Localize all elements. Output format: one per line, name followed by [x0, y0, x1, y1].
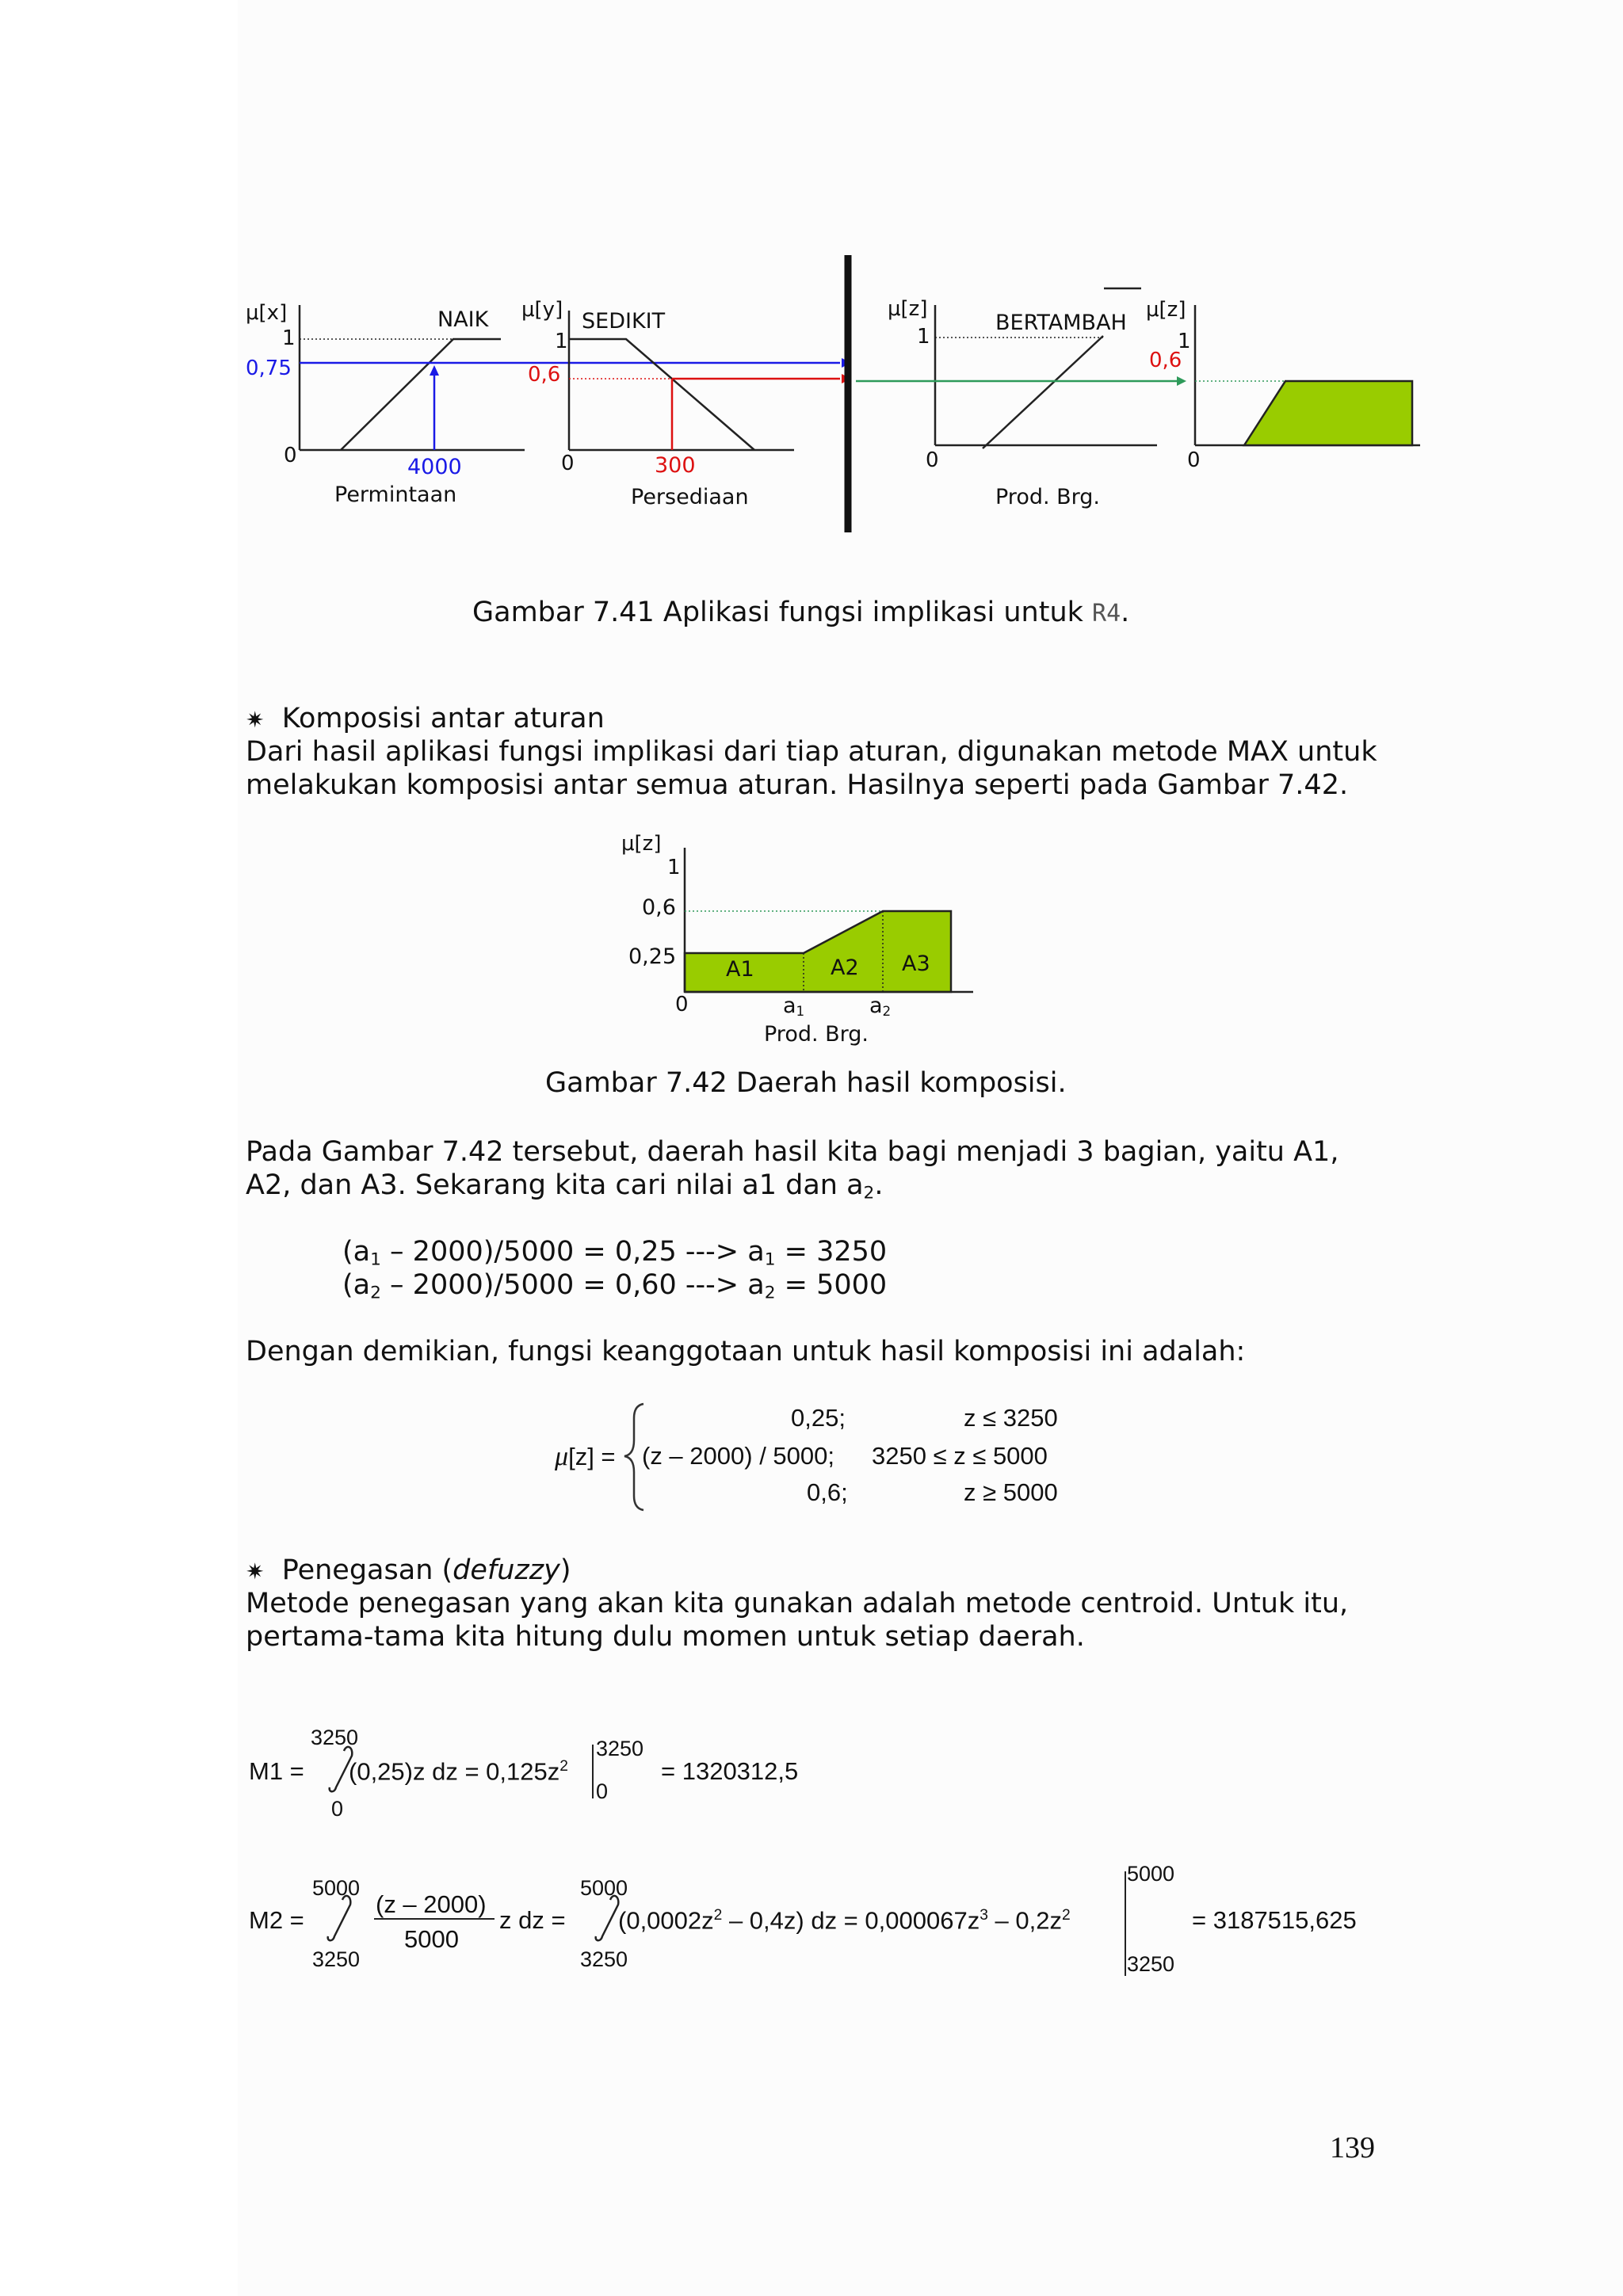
bertambah-mu-label: μ[z] — [888, 297, 928, 321]
regions-line-2: A2, dan A3. Sekarang kita cari nilai a1 dan $a_2$. — [246, 1169, 884, 1203]
sedikit-set-label: SEDIKIT — [582, 309, 666, 334]
komposisi-line-2: melakukan komposisi antar semua aturan. Hasilnya seperti pada Gambar 7.42. — [246, 769, 1349, 801]
naik-input-value: 4000 — [407, 455, 462, 479]
case-1-condition: z ≤ 3250 — [964, 1404, 1058, 1432]
figure-7-41-caption: Gambar 7.41 Aplikasi fungsi implikasi untuk R4. — [472, 597, 1130, 628]
naik-one-label: 1 — [282, 326, 296, 350]
bullet-icon: ✷ — [246, 707, 265, 733]
fig742-one-label: 1 — [667, 856, 681, 879]
fig742-axis-label: Prod. Brg. — [764, 1022, 869, 1047]
case-3-condition: z ≥ 5000 — [964, 1478, 1058, 1506]
section-penegasan-heading: ✷ Penegasan (defuzzy) — [246, 1554, 571, 1586]
m2-upper-limit-2: 5000 — [580, 1876, 628, 1900]
penegasan-line-2: pertama-tama kita hitung dulu momen untuk setiap daerah. — [246, 1621, 1085, 1653]
m2-integral-sign-1 — [328, 1896, 351, 1940]
case-2-condition: 3250 ≤ z ≤ 5000 — [872, 1442, 1048, 1470]
m1-eval-lower: 0 — [596, 1779, 609, 1803]
fig742-high-label: 0,6 — [642, 895, 676, 920]
region-a3-label: A3 — [902, 952, 930, 976]
penegasan-line-1: Metode penegasan yang akan kita gunakan adalah metode centroid. Untuk itu, — [246, 1588, 1349, 1619]
m1-upper-limit: 3250 — [311, 1726, 359, 1749]
m1-eval-upper: 3250 — [596, 1737, 644, 1760]
figure-7-42-caption: Gambar 7.42 Daerah hasil komposisi. — [545, 1067, 1067, 1099]
case-3-value: 0,6; — [807, 1478, 848, 1506]
m2-eval-lower: 3250 — [1127, 1952, 1175, 1976]
m1-result: = 1320312,5 — [661, 1757, 799, 1785]
m2-result: = 3187515,625 — [1192, 1906, 1357, 1934]
bertambah-one-label: 1 — [917, 325, 930, 349]
naik-set-label: NAIK — [437, 307, 489, 332]
m2-integrand-2: $(0,0002z^2 - 0,4z)$ dz = $0,000067z^3 - 0,2z^2$ — [618, 1906, 1071, 1935]
result-alpha-label: 0,6 — [1149, 349, 1182, 372]
sedikit-one-label: 1 — [555, 330, 568, 353]
m1-lower-limit: 0 — [331, 1797, 344, 1821]
regions-line-1: Pada Gambar 7.42 tersebut, daerah hasil kita bagi menjadi 3 bagian, yaitu A1, — [246, 1136, 1339, 1168]
m2-upper-limit-1: 5000 — [312, 1876, 361, 1900]
komposisi-line-1: Dari hasil aplikasi fungsi implikasi dari tiap aturan, digunakan metode MAX untuk — [246, 736, 1377, 768]
sedikit-axis-label: Persediaan — [631, 485, 749, 509]
region-a1-label: A1 — [726, 957, 754, 982]
bertambah-axis-label: Prod. Brg. — [995, 485, 1101, 509]
fig742-low-label: 0,25 — [628, 944, 677, 969]
m2-eval-upper: 5000 — [1127, 1862, 1175, 1886]
region-a2-label: A2 — [831, 955, 859, 980]
fig742-zero-label: 0 — [675, 993, 689, 1016]
m2-numerator: (z – 2000) — [376, 1890, 487, 1918]
sedikit-zero-label: 0 — [561, 452, 575, 475]
m1-integrand: (0,25)z dz = $0,125z^2$ — [349, 1757, 568, 1786]
naik-zero-label: 0 — [284, 444, 297, 467]
membership-paragraph: Dengan demikian, fungsi keanggotaan untuk hasil komposisi ini adalah: — [246, 1336, 1246, 1367]
result-one-label: 1 — [1178, 330, 1191, 353]
fig742-a2-label: $a_2$ — [869, 994, 892, 1020]
naik-mu-label: μ[x] — [246, 301, 288, 325]
fig742-mu-label: μ[z] — [621, 832, 662, 856]
sedikit-input-value: 300 — [655, 453, 696, 478]
result-mu-label: μ[z] — [1146, 298, 1186, 322]
case-1-value: 0,25; — [791, 1404, 846, 1432]
bertambah-set-label: BERTAMBAH — [995, 311, 1127, 335]
bullet-icon: ✷ — [246, 1558, 265, 1585]
equation-a2: $(a_2 - 2000)/5000 = 0,60$ ---> $a_2 = 5000$ — [342, 1269, 888, 1303]
fig742-a1-label: $a_1$ — [783, 994, 805, 1020]
m2-after-fraction: z dz = — [499, 1906, 566, 1934]
m2-lhs: M2 = — [249, 1906, 304, 1934]
naik-alpha-label: 0,75 — [246, 357, 292, 380]
naik-axis-label: Permintaan — [334, 482, 457, 507]
result-zero-label: 0 — [1187, 448, 1201, 472]
membership-lhs: μ[z] = — [555, 1442, 616, 1471]
equation-a1: $(a_1 - 2000)/5000 = 0,25$ ---> $a_1 = 3250$ — [342, 1236, 888, 1270]
section-komposisi-heading: ✷ Komposisi antar aturan — [246, 703, 605, 734]
sedikit-mu-label: μ[y] — [521, 298, 563, 322]
case-2-value: (z – 2000) / 5000; — [642, 1442, 834, 1470]
m2-lower-limit-1: 3250 — [312, 1947, 361, 1971]
sedikit-alpha-label: 0,6 — [528, 363, 561, 387]
m1-lhs: M1 = — [249, 1757, 304, 1785]
bertambah-zero-label: 0 — [926, 448, 939, 472]
m2-denominator: 5000 — [404, 1925, 459, 1953]
m2-lower-limit-2: 3250 — [580, 1947, 628, 1971]
page-number: 139 — [1330, 2131, 1375, 2164]
m2-integral-sign-2 — [596, 1896, 619, 1940]
